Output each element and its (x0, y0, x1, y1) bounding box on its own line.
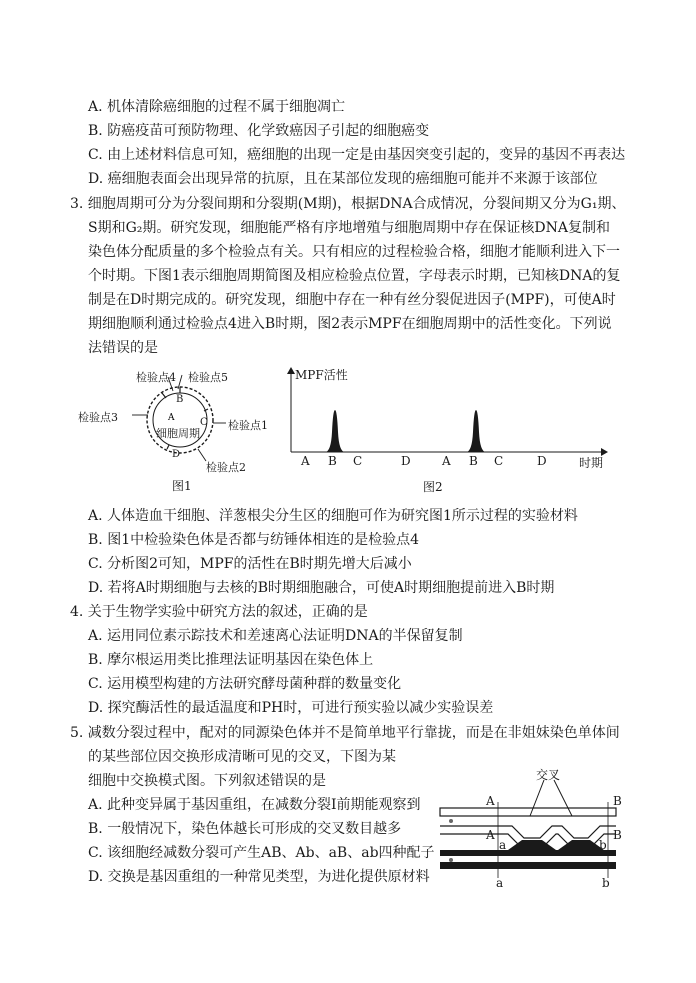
q3-stem-line: 3. 细胞周期可分为分裂间期和分裂期(M期)，根据DNA合成情况，分裂间期又分为G₁期、 (70, 196, 626, 212)
allele-label: b (602, 876, 610, 890)
q3-stem-line: 制是在D时期完成的。研究发现，细胞中存在一种有丝分裂促进因子(MPF)，可使A时 (88, 292, 616, 308)
allele-label: A (486, 828, 495, 842)
q5-option-d: D. 交换是基因重组的一种常见类型，为进化提供原材料 (88, 869, 430, 885)
x-tick-label: C (494, 454, 504, 468)
mpf-xlabel: 时期 (579, 456, 604, 470)
crossover-diagram (436, 766, 632, 890)
q4-option-c: C. 运用模型构建的方法研究酵母菌种群的数量变化 (88, 676, 402, 692)
cell-cycle-phase-d: D (172, 449, 181, 460)
x-tick-label: D (401, 454, 411, 468)
q4-option-b: B. 摩尔根运用类比推理法证明基因在染色体上 (88, 652, 374, 668)
q5-stem-line: 5. 减数分裂过程中，配对的同源染色体并不是简单地平行靠拢，而是在非姐妹染色单体间 (70, 725, 620, 741)
figure-1-caption: 图1 (172, 479, 192, 493)
q3-stem-line: 法错误的是 (88, 340, 158, 356)
q4-option-a: A. 运用同位素示踪技术和差速离心法证明DNA的半保留复制 (88, 628, 463, 644)
allele-label: B (613, 794, 622, 808)
x-tick-label: B (328, 454, 337, 468)
x-tick-label: B (469, 454, 478, 468)
checkpoint-1-label: 检验点1 (228, 419, 268, 432)
q5-stem-line: 细胞中交换模式图。下列叙述错误的是 (88, 773, 326, 789)
allele-label: A (486, 794, 495, 808)
cell-cycle-phase-a: A (168, 413, 175, 423)
figure-2-caption: 图2 (423, 480, 443, 494)
figure-2 (285, 366, 615, 494)
q3-option-b: B. 图1中检验染色体是否都与纺锤体相连的是检验点4 (88, 532, 420, 548)
mpf-peak-1 (325, 410, 345, 452)
q2-option-d: D. 癌细胞表面会出现异常的抗原，且在某部位发现的癌细胞可能并不来源于该部位 (88, 171, 598, 187)
x-tick-label: A (442, 454, 451, 468)
q4-option-d: D. 探究酶活性的最适温度和PH时，可进行预实验以减少实验误差 (88, 700, 494, 716)
cell-cycle-phase-b: B (176, 394, 184, 405)
crossover-figure (436, 766, 632, 890)
allele-label: B (613, 828, 622, 842)
crossover-label: 交叉 (536, 768, 561, 782)
q3-stem-line: S期和G₂期。研究发现，细胞能严格有序地增殖与细胞周期中存在保证核DNA复制和 (88, 220, 610, 236)
allele-label: a (496, 876, 504, 890)
x-tick-label: C (353, 454, 363, 468)
checkpoint-5-label: 检验点5 (188, 371, 228, 384)
figure-1 (78, 365, 280, 495)
q5-option-b: B. 一般情况下，染色体越长可形成的交叉数目越多 (88, 821, 402, 837)
q3-option-d: D. 若将A时期细胞与去核的B时期细胞融合，可使A时期细胞提前进入B时期 (88, 580, 555, 596)
q2-option-b: B. 防癌疫苗可预防物理、化学致癌因子引起的细胞癌变 (88, 123, 430, 139)
cell-cycle-phase-c: C (200, 417, 208, 428)
q3-stem-line: 个时期。下图1表示细胞周期简图及相应检验点位置，字母表示时期，已知核DNA的复 (88, 268, 621, 284)
q5-option-c: C. 该细胞经减数分裂可产生AB、Ab、aB、ab四种配子 (88, 845, 435, 861)
allele-label: b (599, 838, 607, 852)
checkpoint-4-label: 检验点4 (136, 371, 176, 384)
checkpoint-3-label: 检验点3 (78, 411, 118, 424)
mpf-peak-2 (466, 410, 486, 452)
q2-option-c: C. 由上述材料信息可知，癌细胞的出现一定是由基因突变引起的，变异的基因不再表达 (88, 147, 626, 163)
q3-option-a: A. 人体造血干细胞、洋葱根尖分生区的细胞可作为研究图1所示过程的实验材料 (88, 508, 578, 524)
q2-option-a: A. 机体清除癌细胞的过程不属于细胞凋亡 (88, 99, 346, 115)
checkpoint-2-label: 检验点2 (206, 461, 246, 474)
q3-stem-line: 期细胞顺利通过检验点4进入B时期，图2表示MPF在细胞周期中的活性变化。下列说 (88, 316, 612, 332)
q5-stem-line: 的某些部位因交换形成清晰可见的交叉，下图为某 (88, 749, 396, 765)
allele-label: a (499, 838, 507, 852)
q3-stem-line: 染色体分配质量的多个检验点有关。只有相应的过程检验合格，细胞才能顺利进入下一 (88, 244, 620, 260)
q4-stem: 4. 关于生物学实验中研究方法的叙述，正确的是 (70, 604, 368, 620)
x-tick-label: A (301, 454, 310, 468)
mpf-activity-ylabel: MPF活性 (295, 368, 348, 382)
q3-option-c: C. 分析图2可知，MPF的活性在B时期先增大后减小 (88, 556, 412, 572)
q5-option-a: A. 此种变异属于基因重组，在减数分裂Ⅰ前期能观察到 (88, 797, 421, 813)
x-tick-label: D (537, 454, 547, 468)
cell-cycle-center-label: 细胞周期 (156, 427, 200, 440)
